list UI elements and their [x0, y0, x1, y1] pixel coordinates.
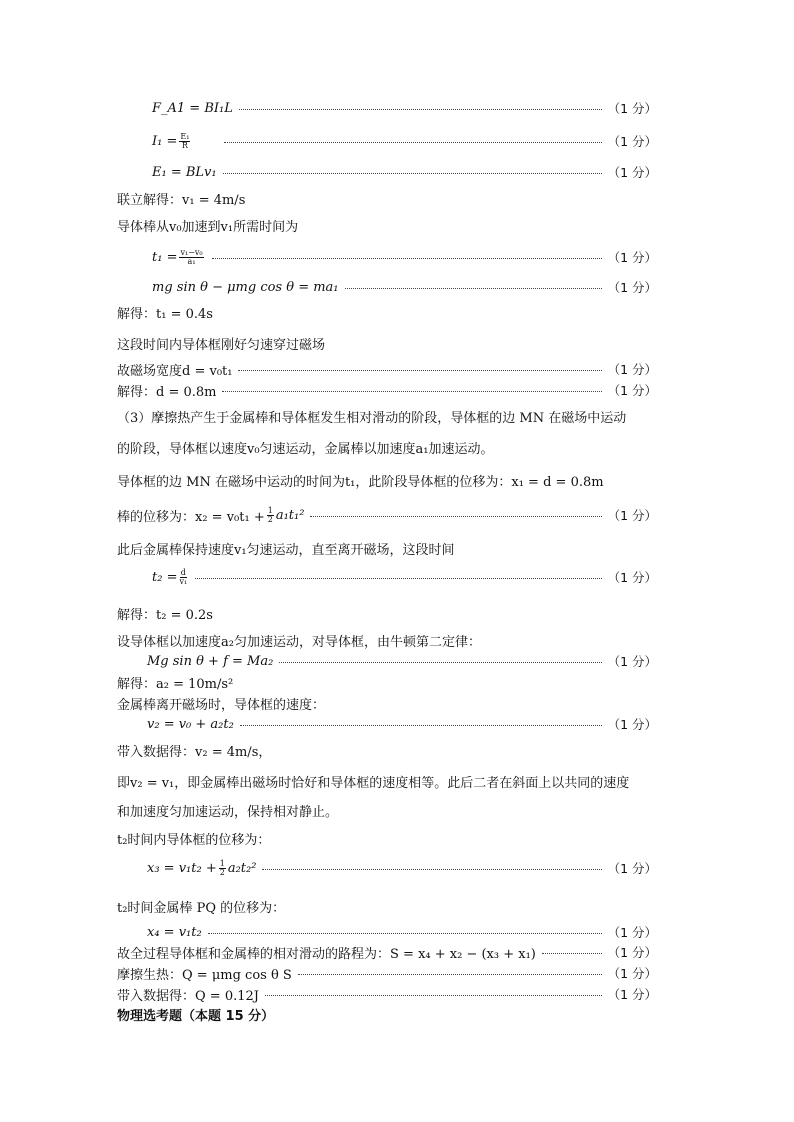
section-heading — [117, 1004, 677, 1024]
equation-line — [117, 505, 657, 525]
paragraph-text: 解得：t₁ = 0.4s — [117, 306, 213, 322]
dotted-leader — [208, 933, 602, 934]
text-line — [117, 800, 677, 820]
equation-line — [117, 984, 657, 1004]
paragraph-text: t₂时间内导体框的位移为： — [117, 832, 271, 848]
equation-line — [147, 858, 657, 878]
equation-line — [152, 98, 657, 118]
equation: mg sin θ − μmg cos θ = ma₁ — [152, 279, 339, 295]
score-mark: （1 分） — [607, 966, 657, 981]
text-line — [117, 188, 677, 208]
score-mark: （1 分） — [607, 165, 657, 180]
equation-line — [152, 247, 657, 267]
equation: x₄ = v₁t₂ — [147, 924, 202, 940]
equation-line — [147, 714, 657, 734]
dotted-leader — [212, 258, 602, 259]
score-mark: （1 分） — [607, 654, 657, 669]
score-mark: （1 分） — [607, 134, 657, 149]
equation: E₁ = BLv₁ — [152, 164, 217, 180]
dotted-leader — [310, 516, 601, 517]
paragraph-text: 导体棒从v₀加速到v₁所需时间为 — [117, 219, 299, 235]
paragraph-text: 故全过程导体框和金属棒的相对滑动的路程为：S = x₄ + x₂ − (x₃ + x₁) — [117, 946, 536, 962]
fraction — [179, 133, 190, 150]
equation-line — [152, 277, 657, 297]
fraction-numerator: 1 — [219, 858, 225, 868]
paragraph-text: 摩擦生热：Q = μmg cos θ S — [117, 967, 292, 983]
paragraph-text: 带入数据得：v₂ = 4m/s， — [117, 744, 272, 760]
dotted-leader — [239, 109, 602, 110]
equation-line — [117, 942, 657, 962]
fraction-denominator: 2 — [219, 867, 225, 877]
score-mark: （1 分） — [607, 987, 657, 1002]
score-mark: （1 分） — [607, 250, 657, 265]
equation-line — [152, 567, 657, 587]
dotted-leader — [195, 578, 601, 579]
paragraph-text: 导体框的边 MN 在磁场中运动的时间为t₁，此阶段导体框的位移为：x₁ = d = 0.8m — [117, 474, 604, 490]
paragraph-text: 带入数据得：Q = 0.12J — [117, 988, 259, 1004]
score-mark: （1 分） — [607, 280, 657, 295]
score-mark: （1 分） — [607, 508, 657, 523]
fraction — [219, 860, 226, 877]
text-line — [117, 828, 677, 848]
equation-line — [117, 380, 657, 400]
text-line — [117, 437, 677, 457]
equation: v₂ = v₀ + a₂t₂ — [147, 716, 234, 732]
text-line — [117, 406, 677, 426]
paragraph-text: 联立解得：v₁ = 4m/s — [117, 192, 246, 208]
paragraph-text: 和加速度匀加速运动，保持相对静止。 — [117, 804, 339, 820]
equation: Mg sin θ + f = Ma₂ — [147, 653, 274, 669]
equation: t₂ = — [152, 569, 178, 585]
equation-line — [147, 651, 657, 671]
dotted-leader — [542, 953, 602, 954]
text-line — [117, 215, 677, 235]
equation-line — [117, 963, 657, 983]
paragraph-text: 此后金属棒保持速度v₁匀速运动，直至离开磁场，这段时间 — [117, 542, 455, 558]
fraction — [267, 507, 274, 524]
fraction-denominator: 2 — [267, 514, 273, 524]
score-mark: （1 分） — [607, 861, 657, 876]
fraction-denominator: R — [181, 140, 188, 150]
dotted-leader — [223, 173, 602, 174]
text-line — [117, 672, 677, 692]
fraction-numerator: v₁−v₀ — [180, 247, 203, 257]
paragraph-text: 解得：a₂ = 10m/s² — [117, 676, 234, 692]
equation: I₁ = — [152, 133, 178, 149]
equation-line — [152, 162, 657, 182]
fraction-numerator: E₁ — [180, 131, 190, 141]
equation: a₁t₁² — [275, 507, 305, 523]
dotted-leader — [279, 662, 601, 663]
text-line — [117, 302, 677, 322]
paragraph-text: 故磁场宽度d = v₀t₁ — [117, 363, 233, 379]
section-title: 物理选考题（本题 15 分） — [117, 1008, 275, 1024]
text-line — [117, 333, 677, 353]
paragraph-text: 解得：d = 0.8m — [117, 384, 217, 400]
paragraph-text: 设导体框以加速度a₂匀加速运动，对导体框，由牛顿第二定律： — [117, 634, 481, 650]
paragraph-text: 解得：t₂ = 0.2s — [117, 607, 213, 623]
dotted-leader — [224, 142, 601, 143]
dotted-leader — [238, 370, 601, 371]
text-line — [117, 740, 677, 760]
paragraph-text: 的阶段，导体框以速度v₀匀速运动，金属棒以加速度a₁加速运动。 — [117, 441, 494, 457]
equation: t₁ = — [152, 249, 178, 265]
equation-line — [117, 359, 657, 379]
text-line — [117, 896, 677, 916]
dotted-leader — [262, 869, 601, 870]
dotted-leader — [345, 288, 602, 289]
score-mark: （1 分） — [607, 925, 657, 940]
fraction-numerator: d — [180, 567, 186, 577]
paragraph-text: 棒的位移为：x₂ = v₀t₁ + — [117, 509, 265, 525]
fraction — [179, 249, 203, 266]
equation: a₂t₂² — [227, 860, 257, 876]
score-mark: （1 分） — [607, 717, 657, 732]
equation-line — [152, 131, 657, 151]
paragraph-text: 即v₂ = v₁，即金属棒出磁场时恰好和导体框的速度相等。此后二者在斜面上以共同的速度 — [117, 775, 630, 791]
score-mark: （1 分） — [607, 945, 657, 960]
equation: x₃ = v₁t₂ + — [147, 860, 217, 876]
score-mark: （1 分） — [607, 383, 657, 398]
fraction-denominator: a₁ — [187, 256, 196, 266]
text-line — [117, 771, 677, 791]
text-line — [117, 630, 677, 650]
paragraph-text: t₂时间金属棒 PQ 的位移为： — [117, 900, 286, 916]
dotted-leader — [240, 725, 602, 726]
text-line — [117, 693, 677, 713]
paragraph-text: 金属棒离开磁场时，导体框的速度： — [117, 697, 326, 713]
score-mark: （1 分） — [607, 570, 657, 585]
score-mark: （1 分） — [607, 101, 657, 116]
paragraph-text: 这段时间内导体框刚好匀速穿过磁场 — [117, 337, 326, 353]
text-line — [117, 538, 677, 558]
dotted-leader — [265, 995, 602, 996]
text-line — [117, 470, 677, 490]
fraction-denominator: v₁ — [179, 576, 188, 586]
dotted-leader — [222, 391, 601, 392]
dotted-leader — [298, 974, 602, 975]
score-mark: （1 分） — [607, 362, 657, 377]
fraction — [179, 569, 187, 586]
equation-line — [147, 922, 657, 942]
text-line — [117, 603, 677, 623]
fraction-numerator: 1 — [267, 505, 273, 515]
equation: F_A1 = BI₁L — [152, 100, 233, 116]
paragraph-text: （3）摩擦热产生于金属棒和导体框发生相对滑动的阶段，导体框的边 MN 在磁场中运动 — [117, 410, 627, 426]
